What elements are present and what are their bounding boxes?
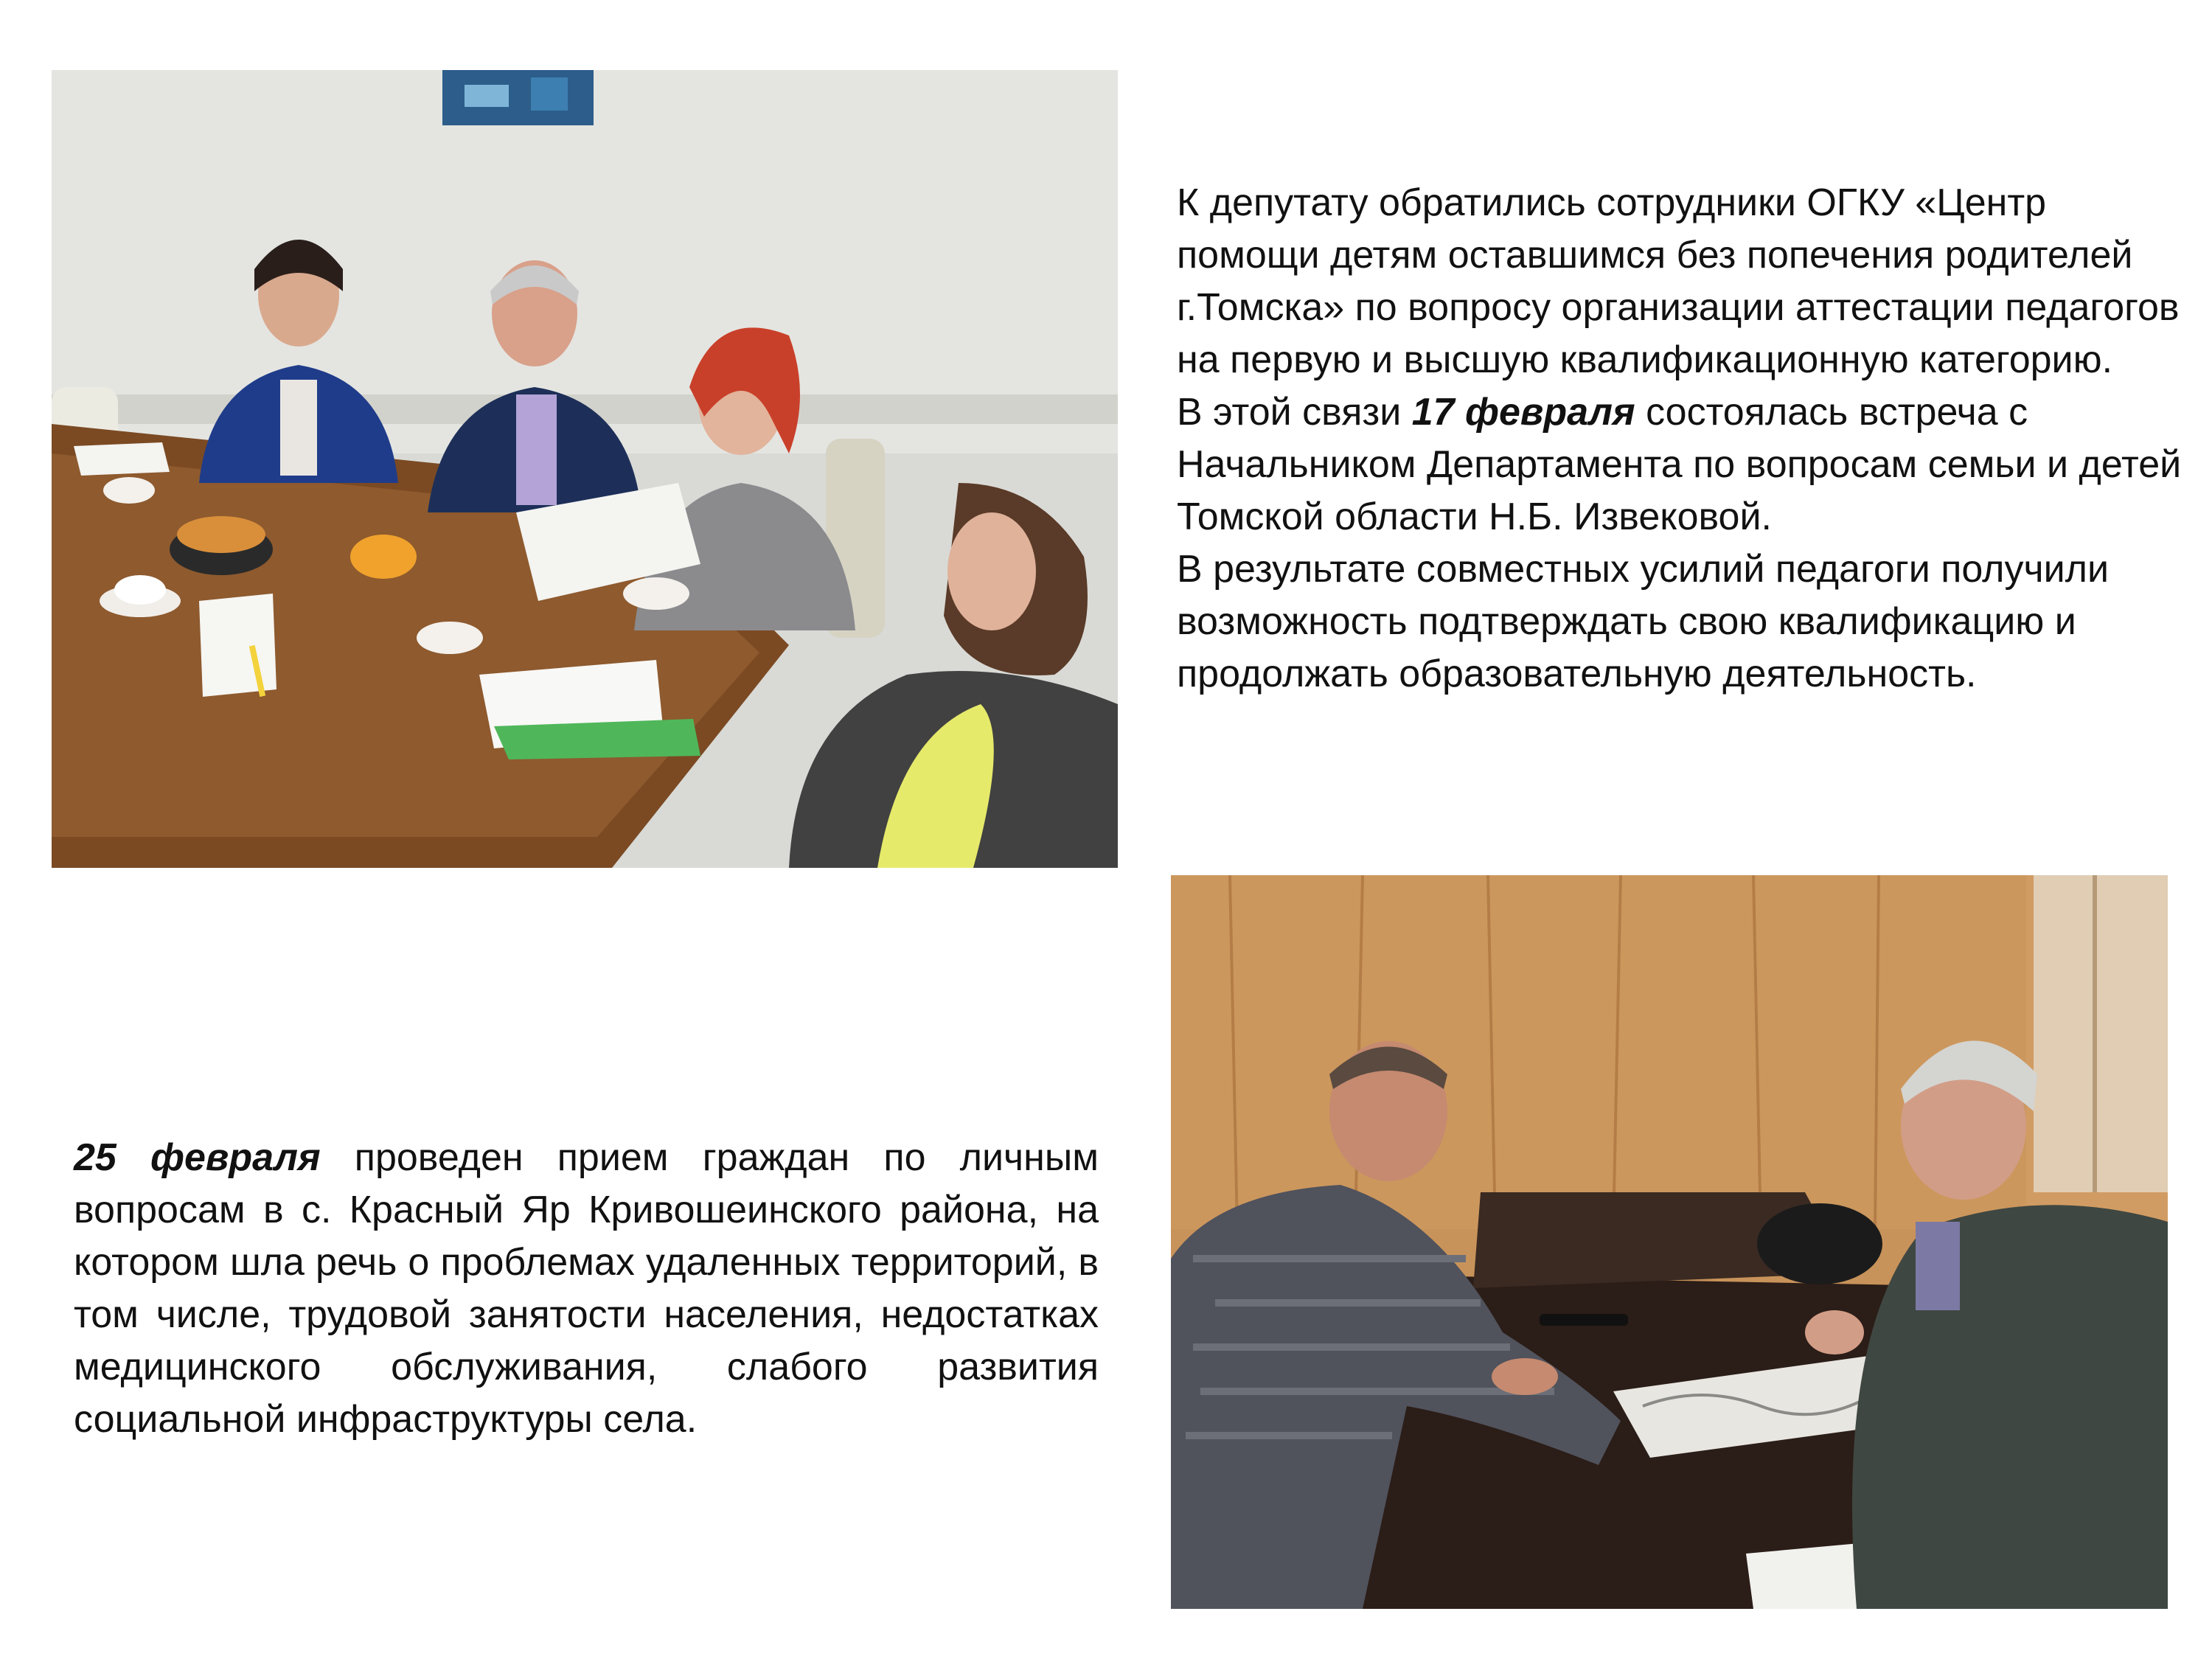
paragraph-result: В результате совместных усилий педагоги получили возможность подтверждать свою квалификацию и продолжать образовательную деятельность. [1177,548,2110,695]
reception-description [74,1132,1099,1446]
meeting-text-after: состоялась встреча с Начальником Департамента по вопросам семьи и детей Томской области Н.Б. Извековой. [1177,391,2182,538]
reception-photo-illustration [1171,875,2168,1609]
meeting-date: 17 февраля [1411,391,1635,434]
meeting-description [1177,177,2187,700]
reception-date: 25 февраля [74,1136,321,1179]
meeting-photo [52,70,1118,868]
reception-photo [1171,875,2168,1609]
paragraph-appeal: К депутату обратились сотрудники ОГКУ «Центр помощи детям оставшимся без попечения родителей г.Томска» по вопросу организации аттестации педагогов на первую и высшую квалификационную категорию. [1177,181,2180,381]
paragraph-meeting [1177,386,2187,543]
meeting-photo-illustration [52,70,1118,868]
paragraph-reception [74,1132,1099,1446]
reception-text: проведен прием граждан по личным вопросам в с. Красный Яр Кривошеинского района, на котором шла речь о проблемах удаленных территорий, в том числе, трудовой занятости населения, недостатках медицинского обслуживания, слабого развития социальной инфраструктуры села. [74,1136,1099,1441]
meeting-text-before: В этой связи [1177,391,1412,434]
